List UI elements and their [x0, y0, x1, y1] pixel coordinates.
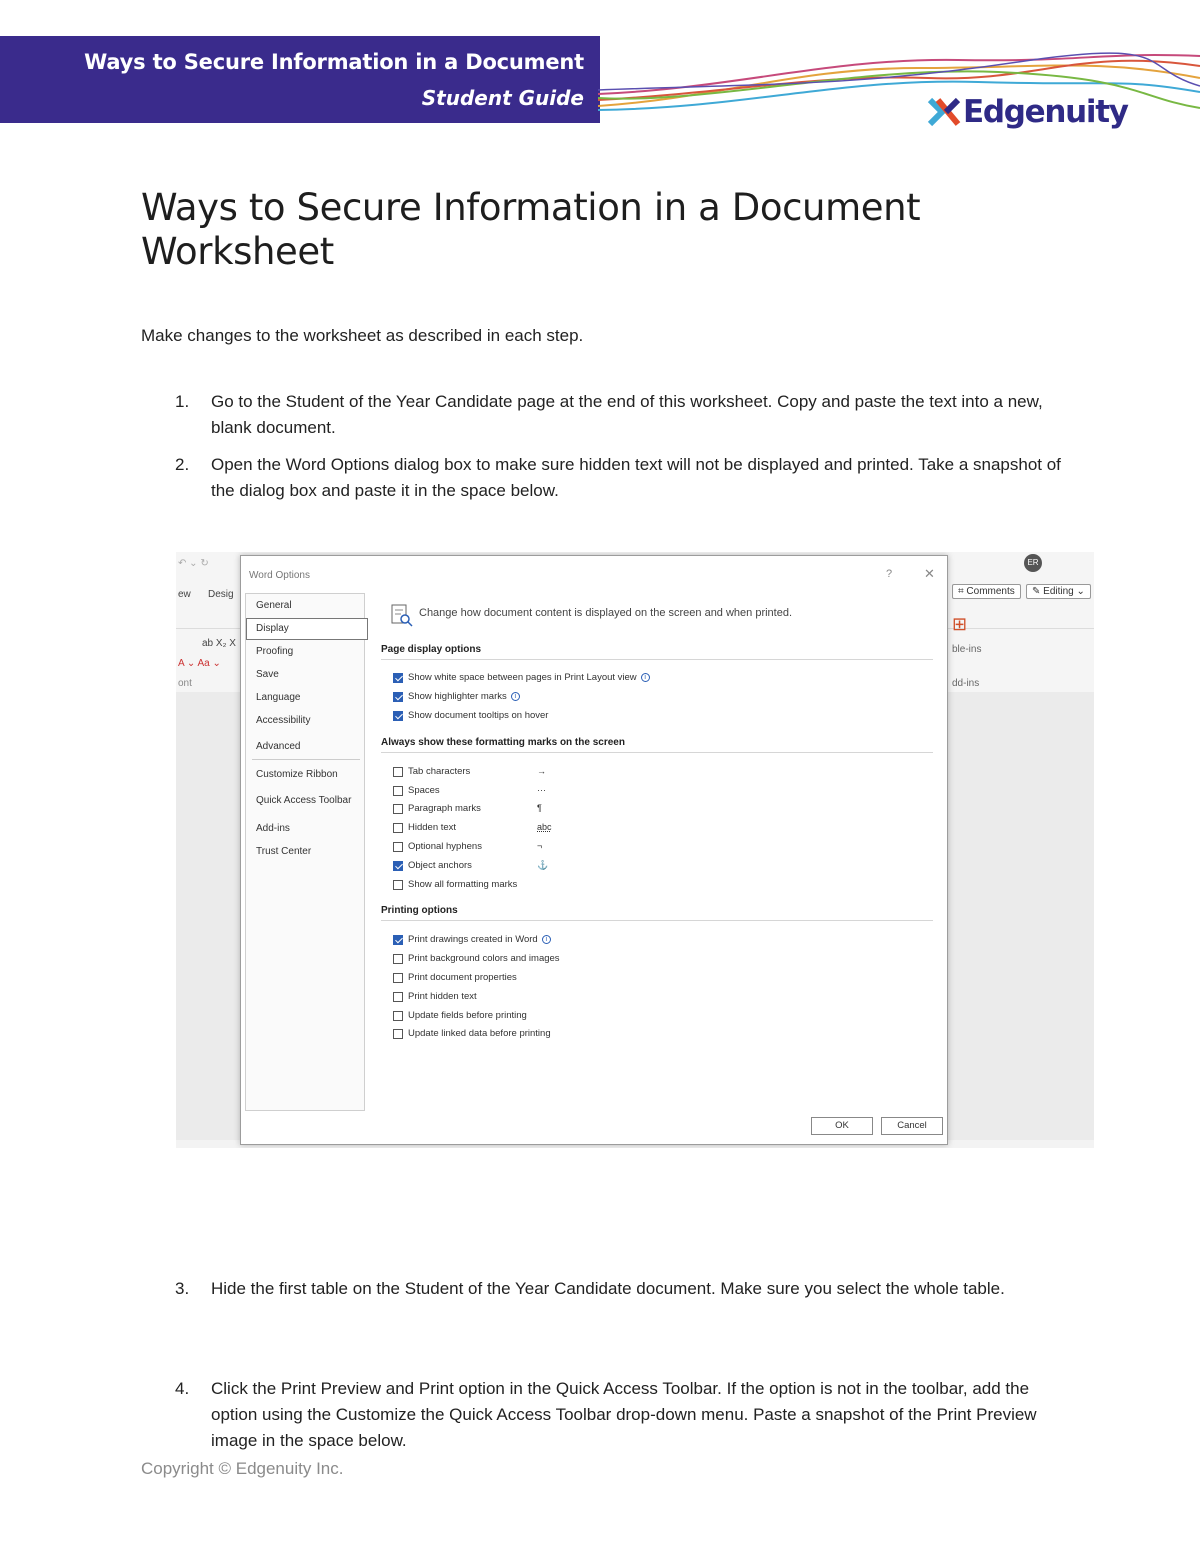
content-heading: Change how document content is displayed on the screen and when printed. [419, 607, 793, 619]
edgenuity-logo [926, 90, 1128, 134]
option-label: Spaces [408, 785, 440, 796]
hidden-text-mark-icon: abc [537, 822, 552, 832]
ribbon-label: dd-ins [952, 678, 980, 689]
option-label: Update linked data before printing [408, 1028, 551, 1039]
ok-button[interactable]: OK [811, 1117, 873, 1135]
option-label: Print background colors and images [408, 953, 560, 964]
checkbox-unchecked[interactable] [393, 954, 403, 964]
display-icon [391, 604, 413, 628]
step-4 [141, 1376, 1061, 1454]
editing-button[interactable]: ✎ Editing ⌄ [1026, 584, 1091, 599]
help-icon[interactable]: ? [886, 568, 893, 580]
comments-label: Comments [966, 586, 1015, 597]
tab-design[interactable]: Desig [208, 589, 234, 600]
option-object-anchors[interactable] [393, 860, 472, 871]
ribbon-label: ble-ins [952, 644, 982, 655]
checkbox-checked[interactable] [393, 935, 403, 945]
option-update-linked-data[interactable] [393, 1028, 551, 1039]
option-label: Tab characters [408, 766, 471, 777]
step-3 [141, 1276, 1061, 1302]
undo-icon: ↶ ⌄ ↻ [178, 558, 209, 569]
page-title [141, 186, 920, 274]
step-number: 2. [175, 455, 190, 474]
page-title-line-1: Ways to Secure Information in a Document [141, 186, 921, 229]
nav-item-save[interactable]: Save [256, 669, 279, 680]
section-divider [381, 659, 933, 660]
nav-item-language[interactable]: Language [256, 692, 301, 703]
option-show-tooltips[interactable] [393, 710, 548, 721]
step-2 [141, 452, 1061, 504]
font-group-label: ont [178, 678, 192, 689]
option-label: Show highlighter marks [408, 691, 507, 702]
checkbox-checked[interactable] [393, 711, 403, 721]
checkbox-unchecked[interactable] [393, 973, 403, 983]
ribbon-icon[interactable]: ⊞ [952, 614, 968, 634]
option-label: Print document properties [408, 972, 517, 983]
copyright-text: Copyright © Edgenuity Inc. [141, 1459, 344, 1478]
editing-label: Editing [1043, 586, 1074, 597]
close-icon[interactable]: ✕ [924, 566, 935, 581]
option-show-all-marks[interactable] [393, 879, 517, 890]
nav-item-quick-access-toolbar[interactable]: Quick Access Toolbar [256, 795, 352, 806]
section-printing: Printing options [381, 905, 458, 916]
nav-item-display[interactable]: Display [256, 623, 289, 634]
option-hidden-text[interactable] [393, 822, 456, 833]
nav-item-general[interactable]: General [256, 600, 292, 611]
dialog-title: Word Options [249, 570, 310, 581]
option-label: Print hidden text [408, 991, 477, 1002]
logo-x-icon [926, 94, 962, 130]
section-divider [381, 920, 933, 921]
info-icon[interactable]: i [511, 692, 520, 701]
option-print-properties[interactable] [393, 972, 517, 983]
option-label: Optional hyphens [408, 841, 482, 852]
option-label: Paragraph marks [408, 803, 481, 814]
subscript-icon[interactable]: ab X₂ X [202, 638, 236, 649]
checkbox-unchecked[interactable] [393, 767, 403, 777]
step-number: 4. [175, 1379, 190, 1398]
header-banner [0, 36, 600, 123]
anchor-icon: ⚓ [537, 860, 549, 870]
checkbox-unchecked[interactable] [393, 842, 403, 852]
step-text: Click the Print Preview and Print option in the Quick Access Toolbar. If the option is not in the toolbar, add the option using the Customize the Quick Access Toolbar drop-down menu. Paste a snapshot of the Print Preview image in the space below. [211, 1379, 1037, 1450]
option-optional-hyphens[interactable] [393, 841, 482, 852]
option-label: Update fields before printing [408, 1010, 527, 1021]
option-show-white-space[interactable] [393, 672, 650, 683]
section-page-display: Page display options [381, 644, 482, 655]
nav-item-add-ins[interactable]: Add-ins [256, 823, 290, 834]
banner-subtitle: Student Guide [421, 86, 584, 110]
checkbox-unchecked[interactable] [393, 880, 403, 890]
checkbox-unchecked[interactable] [393, 1029, 403, 1039]
option-label: Show all formatting marks [408, 879, 518, 890]
option-label: Hidden text [408, 822, 457, 833]
step-number: 3. [175, 1279, 190, 1298]
comments-button[interactable]: ⌗ Comments [952, 584, 1021, 599]
option-show-highlighter[interactable] [393, 691, 520, 702]
page-title-line-2: Worksheet [141, 230, 334, 273]
checkbox-checked[interactable] [393, 692, 403, 702]
section-formatting-marks: Always show these formatting marks on the screen [381, 737, 625, 748]
option-print-background[interactable] [393, 953, 560, 964]
checkbox-unchecked[interactable] [393, 823, 403, 833]
option-spaces[interactable] [393, 785, 440, 796]
avatar[interactable]: ER [1024, 554, 1042, 572]
tab-mark-icon: → [537, 766, 546, 776]
checkbox-unchecked[interactable] [393, 804, 403, 814]
tab-view[interactable]: ew [178, 589, 191, 600]
paragraph-mark-icon: ¶ [537, 803, 542, 813]
word-options-dialog [240, 555, 948, 1145]
step-text: Hide the first table on the Student of the Year Candidate document. Make sure you select the whole table. [211, 1279, 1005, 1298]
info-icon[interactable]: i [641, 673, 650, 682]
cancel-button[interactable]: Cancel [881, 1117, 943, 1135]
nav-item-customize-ribbon[interactable]: Customize Ribbon [256, 769, 338, 780]
option-tab-characters[interactable] [393, 766, 470, 777]
nav-divider [252, 759, 360, 760]
checkbox-checked[interactable] [393, 861, 403, 871]
nav-item-trust-center[interactable]: Trust Center [256, 846, 312, 857]
option-label: Object anchors [408, 860, 472, 871]
space-mark-icon: ··· [537, 785, 546, 795]
word-options-screenshot [176, 552, 1094, 1148]
nav-item-accessibility[interactable]: Accessibility [256, 715, 311, 726]
checkbox-unchecked[interactable] [393, 1011, 403, 1021]
option-print-hidden-text[interactable] [393, 991, 477, 1002]
hyphen-mark-icon: ¬ [537, 841, 543, 851]
options-nav [245, 593, 365, 1111]
checkbox-unchecked[interactable] [393, 786, 403, 796]
step-number: 1. [175, 392, 190, 411]
step-1 [141, 389, 1061, 441]
nav-item-proofing[interactable]: Proofing [256, 646, 294, 657]
checkbox-checked[interactable] [393, 673, 403, 683]
nav-item-advanced[interactable]: Advanced [256, 741, 301, 752]
logo-text: Edgenuity [963, 94, 1128, 130]
option-label: Print drawings created in Word [408, 934, 538, 945]
option-label: Show white space between pages in Print Layout view [408, 672, 637, 683]
checkbox-unchecked[interactable] [393, 992, 403, 1002]
step-text: Open the Word Options dialog box to make sure hidden text will not be displayed and printed. Take a snapshot of the dialog box and paste it in the space below. [211, 455, 1061, 500]
option-update-fields[interactable] [393, 1010, 527, 1021]
banner-title: Ways to Secure Information in a Document [84, 50, 584, 74]
step-text: Go to the Student of the Year Candidate page at the end of this worksheet. Copy and paste the text into a new, blank document. [211, 392, 1043, 437]
font-color-icon[interactable]: A ⌄ Aa ⌄ [178, 658, 221, 669]
info-icon[interactable]: i [542, 935, 551, 944]
section-divider [381, 752, 933, 753]
option-paragraph-marks[interactable] [393, 803, 481, 814]
intro-text: Make changes to the worksheet as described in each step. [141, 326, 584, 345]
option-label: Show document tooltips on hover [408, 710, 549, 721]
option-print-drawings[interactable] [393, 934, 551, 945]
